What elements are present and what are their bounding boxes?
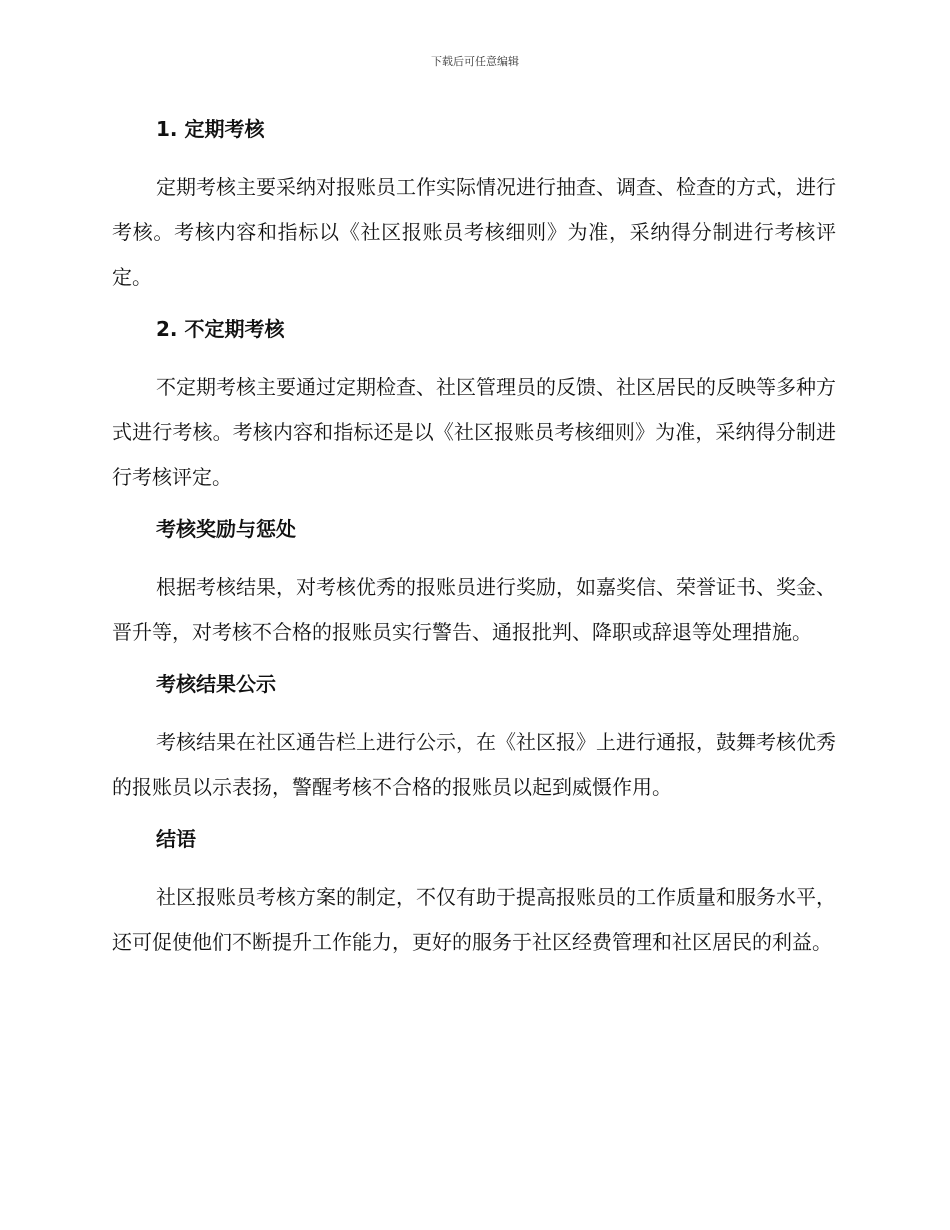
section-heading-conclusion: 结语: [156, 827, 196, 851]
section-heading-results-publication: 考核结果公示: [156, 672, 276, 696]
page-header: 下载后可任意编辑: [431, 55, 519, 68]
document-body: [112, 112, 836, 965]
section-paragraph-results-publication: 考核结果在社区通告栏上进行公示，在《社区报》上进行通报，鼓舞考核优秀的报账员以示表扬，警醒考核不合格的报账员以起到威慑作用。: [112, 730, 836, 799]
section-paragraph-irregular-review: 不定期考核主要通过定期检查、社区管理员的反馈、社区居民的反映等多种方式进行考核。考核内容和指标还是以《社区报账员考核细则》为准，采纳得分制进行考核评定。: [112, 375, 836, 489]
section-heading-periodic-review: 1. 定期考核: [156, 117, 265, 141]
section-heading-rewards-penalties: 考核奖励与惩处: [156, 517, 296, 541]
section-heading-irregular-review: 2. 不定期考核: [156, 317, 285, 341]
section-paragraph-rewards-penalties: 根据考核结果，对考核优秀的报账员进行奖励，如嘉奖信、荣誉证书、奖金、晋升等，对考核不合格的报账员实行警告、通报批判、降职或辞退等处理措施。: [112, 575, 836, 644]
section-paragraph-periodic-review: 定期考核主要采纳对报账员工作实际情况进行抽查、调查、检查的方式，进行考核。考核内容和指标以《社区报账员考核细则》为准，采纳得分制进行考核评定。: [112, 175, 836, 289]
section-paragraph-conclusion: 社区报账员考核方案的制定，不仅有助于提高报账员的工作质量和服务水平，还可促使他们不断提升工作能力，更好的服务于社区经费管理和社区居民的利益。: [112, 885, 836, 954]
